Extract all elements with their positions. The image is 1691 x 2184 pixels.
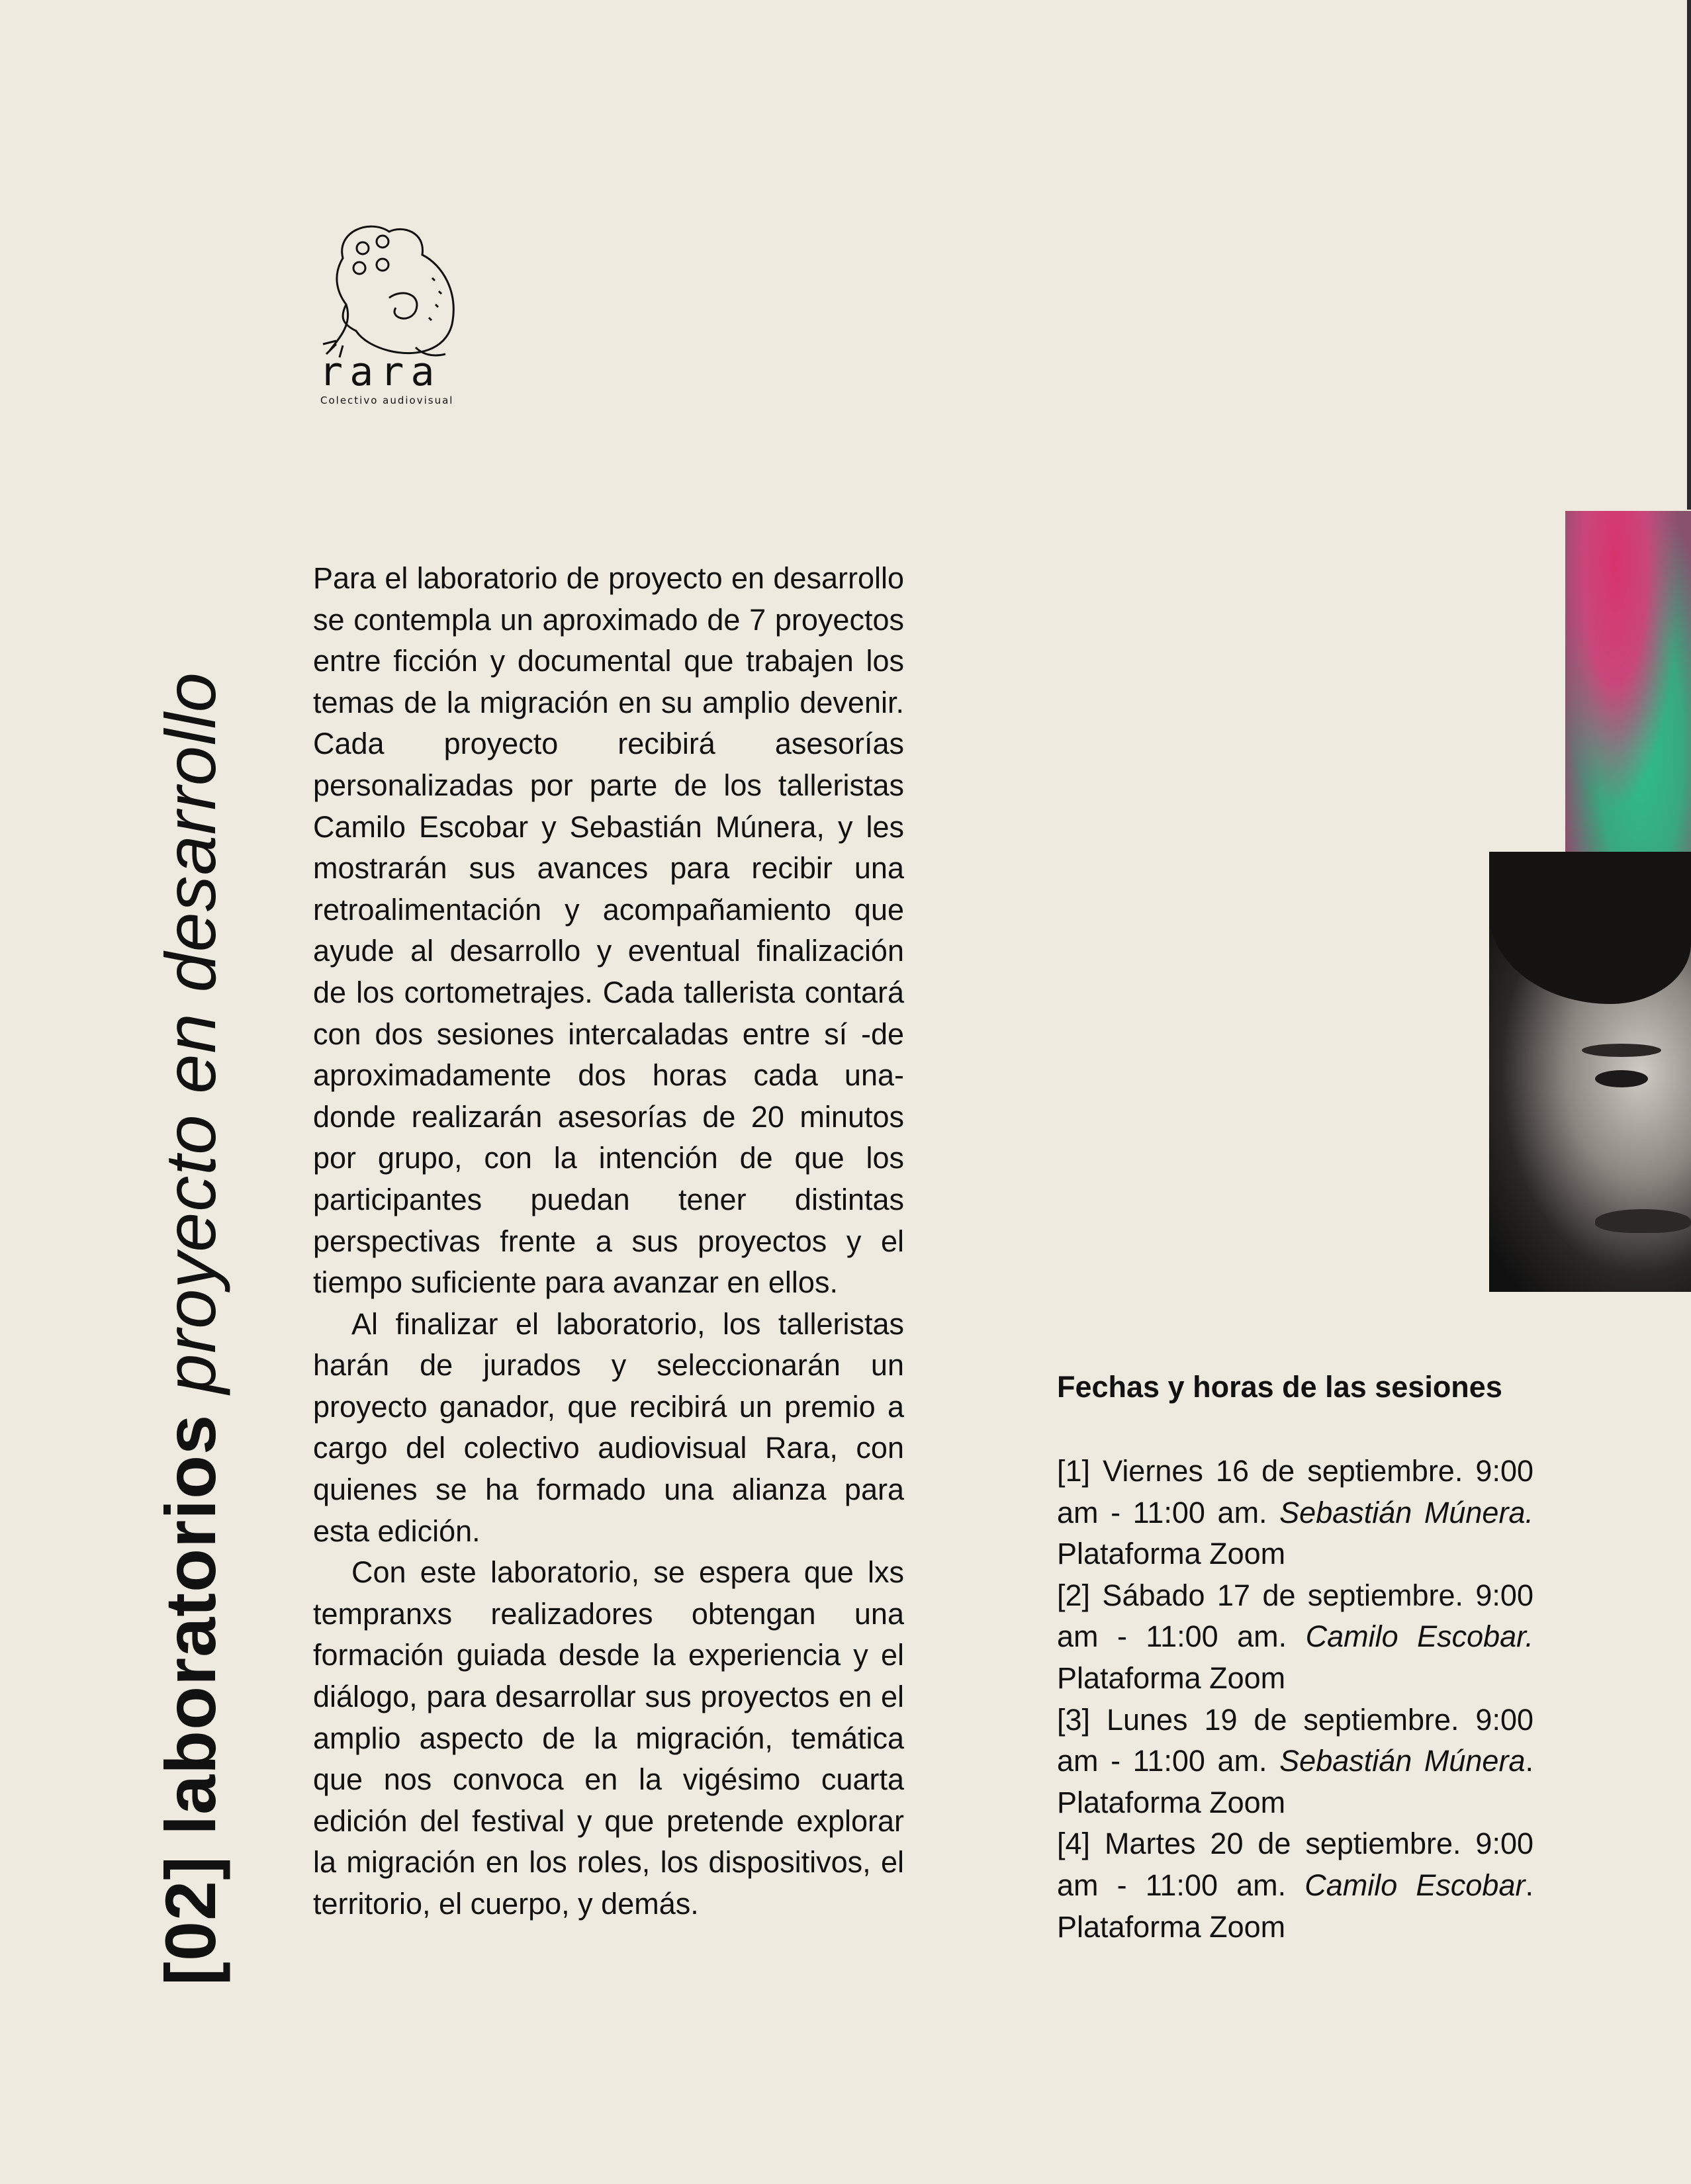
session-tutor: Sebastián Múnera.: [1279, 1495, 1533, 1529]
page-title: [151, 672, 230, 1985]
session-tutor: Camilo Escobar: [1304, 1868, 1526, 1902]
session-platform: Plataforma Zoom: [1057, 1661, 1286, 1695]
paragraph: Para el laboratorio de proyecto en desarrollo se contempla un aproximado de 7 proyectos entre ficción y documental que trabajen los temas de la migración en su amplio devenir. Cada proyecto recibirá asesorías personalizadas por parte de los talleristas Camilo Escobar y Sebastián Múnera, y les mostrarán sus avances para recibir una retroalimentación y acompañamiento que ayude al desarrollo y eventual finalización de los cortometrajes. Cada tallerista contará con dos sesiones intercaladas entre sí -de aproximadamente dos horas cada una- donde realizarán asesorías de 20 minutos por grupo, con la intención de que los participantes puedan tener distintas perspectivas frente a sus proyectos y el tiempo suficiente para avanzar en ellos.: [313, 561, 904, 1300]
portrait-moustache: [1595, 1209, 1691, 1233]
portrait-eye: [1595, 1070, 1648, 1087]
session-date: [2] Sábado 17 de septiembre. 9:00 am - 11:00 am.: [1057, 1578, 1533, 1654]
list-item: [1057, 1575, 1533, 1700]
title-prefix: [02] laboratorios: [150, 1414, 230, 1985]
paragraph: Al finalizar el laboratorio, los talleristas harán de jurados y seleccionarán un proyecto ganador, que recibirá un premio a cargo del colectivo audiovisual Rara, con quienes se ha formado una alianza para esta edición.: [313, 1306, 904, 1548]
session-tutor: Camilo Escobar.: [1305, 1619, 1533, 1654]
body-text: [313, 558, 904, 1925]
list-item: [1057, 1700, 1533, 1824]
session-date: [1] Viernes 16 de septiembre. 9:00 am - 11:00 am.: [1057, 1454, 1533, 1529]
paragraph: Con este laboratorio, se espera que lxs tempranxs realizadores obtengan una formación guiada desde la experiencia y el diálogo, para desarrollar sus proyectos en el amplio aspecto de la migración, temática que nos convoca en la vigésimo cuarta edición del festival y que pretende explorar la migración en los roles, los dispositivos, el territorio, el cuerpo, y demás.: [313, 1555, 904, 1921]
schedule-heading: Fechas y horas de las sesiones: [1057, 1370, 1502, 1404]
schedule-list: [1057, 1451, 1533, 1948]
logo-name: rara: [319, 349, 441, 395]
session-date: [3] Lunes 19 de septiembre. 9:00 am - 11:00 am.: [1057, 1702, 1533, 1778]
session-date: [4] Martes 20 de septiembre. 9:00 am - 11:00 am.: [1057, 1827, 1533, 1902]
color-noise-image: [1565, 511, 1691, 852]
edge-divider: [1687, 0, 1691, 510]
logo-subtitle: Colectivo audiovisual: [320, 394, 454, 406]
session-tutor: Sebastián Múnera: [1279, 1744, 1526, 1778]
portrait-hair: [1489, 852, 1691, 1004]
session-platform: . Plataforma Zoom: [1057, 1868, 1533, 1944]
session-platform: Plataforma Zoom: [1057, 1537, 1286, 1571]
list-item: [1057, 1451, 1533, 1575]
title-italic: proyecto en desarrollo: [150, 672, 230, 1394]
list-item: [1057, 1823, 1533, 1948]
portrait-brow: [1582, 1044, 1661, 1057]
portrait-photo: [1489, 852, 1691, 1292]
session-platform: . Plataforma Zoom: [1057, 1744, 1533, 1819]
